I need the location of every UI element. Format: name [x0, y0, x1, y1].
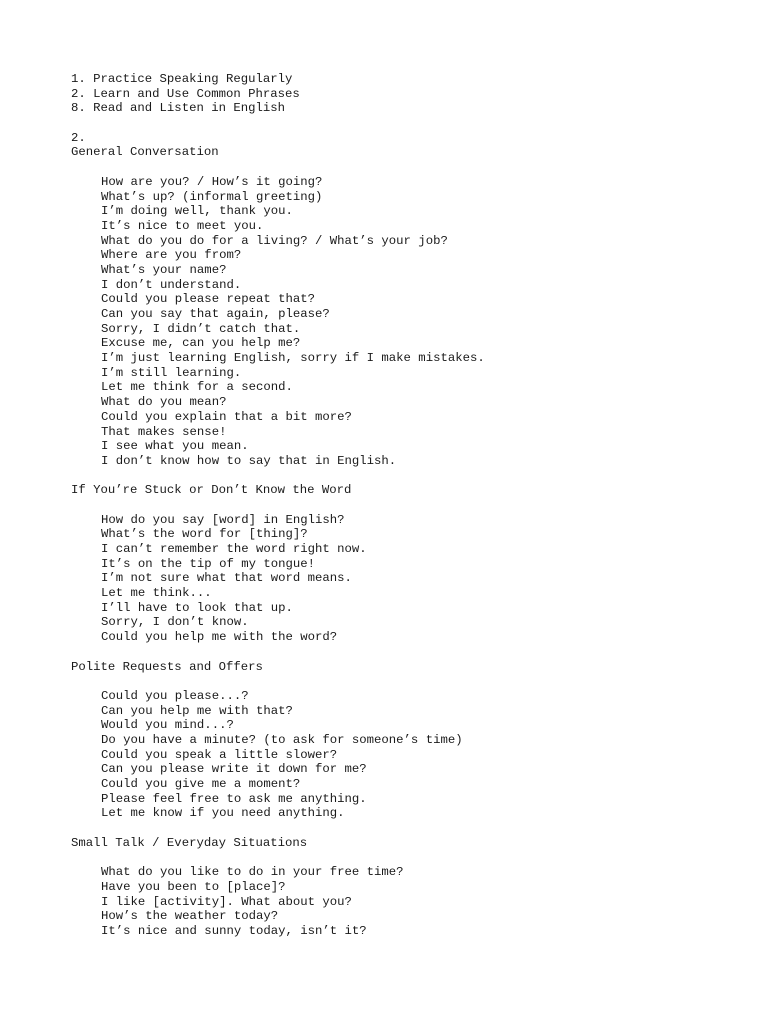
phrase-line: What do you mean? [101, 395, 227, 410]
intro-list-item: 8. Read and Listen in English [71, 101, 286, 116]
intro-list-item: 1. Practice Speaking Regularly [71, 72, 293, 86]
phrase-line: Where are you from? [101, 248, 242, 263]
phrase-section [71, 469, 751, 645]
phrase-line: What’s up? (informal greeting) [101, 189, 323, 204]
section-heading: Small Talk / Everyday Situations [71, 835, 308, 850]
intro-list [71, 72, 751, 116]
phrase-line: Could you please...? [101, 688, 249, 703]
phrase-line: How’s the weather today? [101, 909, 279, 924]
phrase-line: Sorry, I don’t know. [101, 615, 249, 630]
phrase-line: I’ll have to look that up. [101, 600, 293, 615]
phrase-list [71, 689, 751, 821]
phrase-line: Excuse me, can you help me? [101, 336, 301, 351]
intro-list-item: 2. Learn and Use Common Phrases [71, 86, 300, 101]
phrase-line: Could you help me with the word? [101, 630, 338, 645]
phrase-line: What do you do for a living? / What’s your job? [101, 233, 448, 248]
phrase-line: I don’t know how to say that in English. [101, 453, 397, 468]
phrase-line: I’m doing well, thank you. [101, 204, 293, 219]
phrase-line: Let me think for a second. [101, 380, 293, 395]
phrase-line: I’m just learning English, sorry if I make mistakes. [101, 351, 485, 366]
phrase-line: I’m not sure what that word means. [101, 571, 352, 586]
section-heading: Polite Requests and Offers [71, 659, 263, 674]
section-heading: If You’re Stuck or Don’t Know the Word [71, 483, 352, 498]
phrase-line: That makes sense! [101, 424, 227, 439]
phrase-line: What’s the word for [thing]? [101, 527, 308, 542]
phrase-line: How do you say [word] in English? [101, 512, 345, 527]
phrase-line: Let me know if you need anything. [101, 806, 345, 821]
phrase-line: Could you please repeat that? [101, 292, 316, 307]
phrase-line: What’s your name? [101, 262, 227, 277]
phrase-line: What do you like to do in your free time? [101, 865, 404, 880]
phrase-line: Would you mind...? [101, 718, 234, 733]
phrase-line: Could you speak a little slower? [101, 747, 338, 762]
phrase-line: I don’t understand. [101, 277, 242, 292]
phrase-line: Let me think... [101, 586, 212, 601]
phrase-line: I’m still learning. [101, 365, 242, 380]
phrase-list [71, 175, 751, 469]
phrase-line: Can you please write it down for me? [101, 762, 367, 777]
phrase-line: Could you give me a moment? [101, 777, 301, 791]
phrase-section [71, 821, 751, 939]
phrase-line: I like [activity]. What about you? [101, 894, 352, 909]
phrase-line: It’s on the tip of my tongue! [101, 556, 316, 571]
phrase-line: I see what you mean. [101, 439, 249, 454]
phrase-line: Can you say that again, please? [101, 307, 330, 321]
phrase-line: I can’t remember the word right now. [101, 542, 367, 556]
phrase-line: Can you help me with that? [101, 703, 293, 718]
phrase-line: It’s nice and sunny today, isn’t it? [101, 923, 367, 938]
document-page [71, 72, 751, 939]
phrase-line: It’s nice to meet you. [101, 218, 264, 233]
phrase-line: Could you explain that a bit more? [101, 409, 352, 424]
phrase-line: Do you have a minute? (to ask for someone’s time) [101, 732, 463, 747]
phrase-section [71, 145, 751, 468]
phrase-list [71, 513, 751, 645]
phrase-section [71, 645, 751, 821]
section-heading: General Conversation [71, 145, 219, 160]
sections-container [71, 145, 751, 938]
phrase-line: Sorry, I didn’t catch that. [101, 321, 301, 336]
phrase-line: Please feel free to ask me anything. [101, 791, 367, 806]
phrase-line: How are you? / How’s it going? [101, 174, 323, 189]
phrase-list [71, 865, 751, 938]
section-number: 2. [71, 130, 86, 145]
phrase-line: Have you been to [place]? [101, 879, 286, 894]
